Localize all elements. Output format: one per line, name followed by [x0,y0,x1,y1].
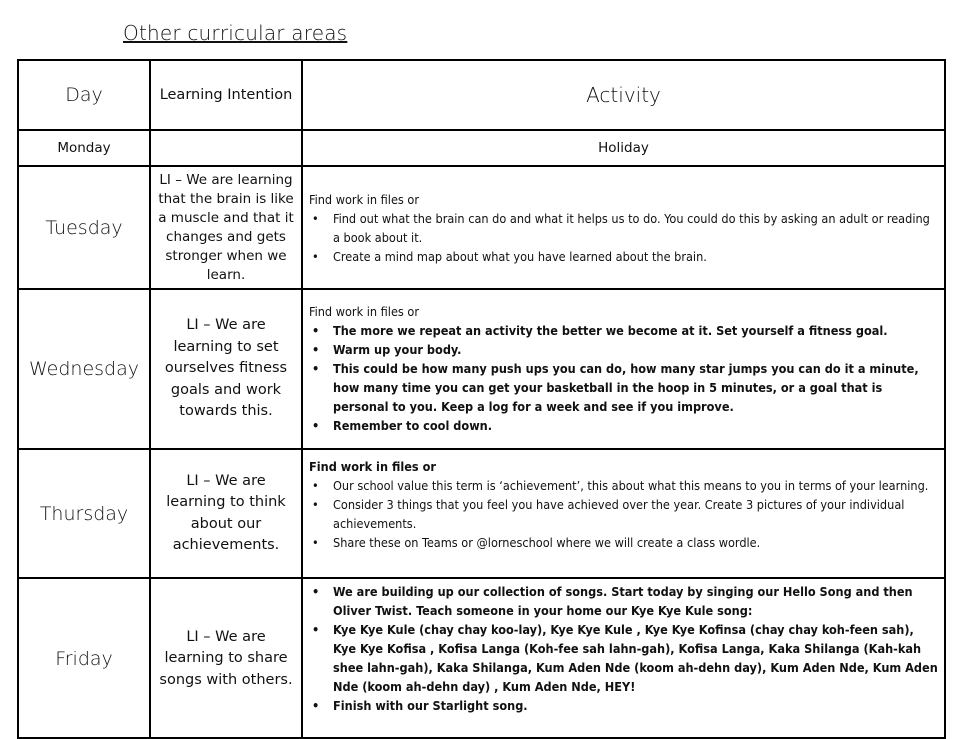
list-item: • Finish with our Starlight song. [309,696,939,715]
activity-list [309,209,939,266]
list-item: • Kye Kye Kule (chay chay koo-lay), Kye Kye Kule , Kye Kye Kofinsa (chay chay koh-feen sah), Kye Kye Kofisa , Kofisa Langa (Koh-fee sah lahn-gah), Kofisa Langa, Kaka Shilanga (Kah-kah shee lahn-gah), Kaka Shilanga, Kum Aden Nde (koom ah-dehn day), Kum Aden Nde, Kum Aden Nde (koom ah-dehn day) , Kum Aden Nde, HEY! [309,620,939,696]
list-item: • Remember to cool down. [309,416,939,435]
timetable-table [17,59,946,739]
activity-lead: Find work in files or [309,192,420,207]
day-cell-wednesday: Wednesday [28,358,139,380]
header-day: Day [65,84,103,106]
activity-list [309,582,939,715]
li-cell-monday [151,131,301,165]
activity-cell-wednesday [309,302,939,435]
day-cell-monday: Monday [57,140,111,156]
day-cell-tuesday: Tuesday [45,216,123,239]
list-item: • Consider 3 things that you feel you have achieved over the year. Create 3 pictures of your individual achievements. [309,495,939,533]
activity-cell-monday: Holiday [598,140,649,156]
header-activity: Activity [586,83,661,107]
list-item: • The more we repeat an activity the better we become at it. Set yourself a fitness goal. [309,321,939,340]
activity-cell-thursday [309,457,939,552]
li-cell-tuesday: LI – We are learning that the brain is like a muscle and that it changes and gets stronger when we learn. [158,171,294,283]
li-cell-wednesday: LI – We are learning to set ourselves fitness goals and work towards this. [164,317,288,420]
list-item: • Find out what the brain can do and what it helps us to do. You could do this by asking an adult or reading a book about it. [309,209,939,247]
day-cell-friday: Friday [55,648,113,670]
page-title: Other curricular areas [123,21,348,45]
list-item: • We are building up our collection of songs. Start today by singing our Hello Song and then Oliver Twist. Teach someone in your home our Kye Kye Kule song: [309,582,939,620]
activity-list [309,321,939,435]
li-cell-friday: LI – We are learning to share songs with others. [159,628,293,688]
header-learning-intention: Learning Intention [159,87,293,103]
list-item: • Share these on Teams or @lorneschool where we will create a class wordle. [309,533,939,552]
activity-list [309,476,939,552]
list-item: • This could be how many push ups you can do, how many star jumps you can do it a minute, how many time you can get your basketball in the hoop in 5 minutes, or a goal that is personal to you. Keep a log for a week and see if you improve. [309,359,939,416]
day-cell-thursday: Thursday [39,502,129,525]
list-item: • Our school value this term is ‘achievement’, this about what this means to you in terms of your learning. [309,476,939,495]
list-item: • Create a mind map about what you have learned about the brain. [309,247,939,266]
activity-cell-tuesday [309,190,939,266]
list-item: • Warm up your body. [309,340,939,359]
li-cell-thursday: LI – We are learning to think about our achievements. [166,472,286,553]
activity-cell-friday [309,582,939,715]
activity-lead: Find work in files or [309,459,436,474]
activity-lead: Find work in files or [309,304,420,319]
